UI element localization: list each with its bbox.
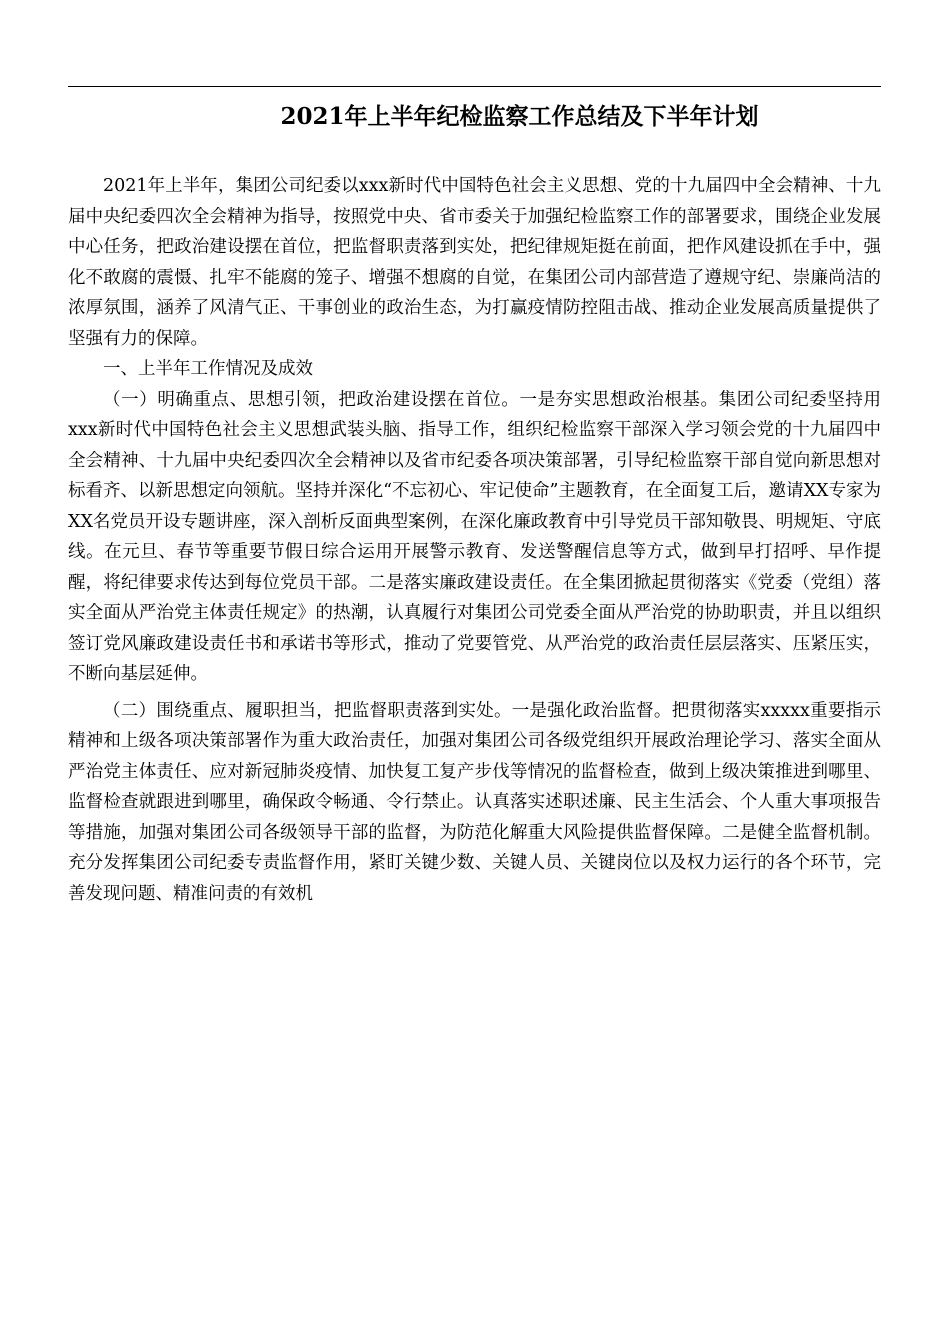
header-rule	[68, 86, 881, 87]
section-paragraph-1: （一）明确重点、思想引领，把政治建设摆在首位。一是夯实思想政治根基。集团公司纪委坚持用xxx新时代中国特色社会主义思想武装头脑、指导工作，组织纪检监察干部深入学习领会党的十九届四中全会精神、十九届中央纪委四次全会精神以及省市纪委各项决策部署，引导纪检监察干部自觉向新思想对标看齐、以新思想定向领航。坚持并深化“不忘初心、牢记使命”主题教育，在全面复工后，邀请XX专家为XX名党员开设专题讲座，深入剖析反面典型案例，在深化廉政教育中引导党员干部知敬畏、明规矩、守底线。在元旦、春节等重要节假日综合运用开展警示教育、发送警醒信息等方式，做到早打招呼、早作提醒，将纪律要求传达到每位党员干部。二是落实廉政建设责任。在全集团掀起贯彻落实《党委（党组）落实全面从严治党主体责任规定》的热潮，认真履行对集团公司党委全面从严治党的协助职责，并且以组织签订党风廉政建设责任书和承诺书等形式，推动了党要管党、从严治党的政治责任层层落实、压紧压实，不断向基层延伸。	[68, 389, 881, 684]
intro-paragraph: 2021年上半年，集团公司纪委以xxx新时代中国特色社会主义思想、党的十九届四中全会精神、十九届中央纪委四次全会精神为指导，按照党中央、省市委关于加强纪检监察工作的部署要求，围绕企业发展中心任务，把政治建设摆在首位，把监督职责落到实处，把纪律规矩挺在前面，把作风建设抓在手中，强化不敢腐的震慑、扎牢不能腐的笼子、增强不想腐的自觉，在集团公司内部营造了遵规守纪、崇廉尚洁的浓厚氛围，涵养了风清气正、干事创业的政治生态，为打赢疫情防控阻击战、推动企业发展高质量提供了坚强有力的保障。	[68, 176, 881, 349]
document-body	[68, 171, 881, 909]
document-title: 2021年上半年纪检监察工作总结及下半年计划	[280, 103, 759, 130]
section-paragraph-2: （二）围绕重点、履职担当，把监督职责落到实处。一是强化政治监督。把贯彻落实xxxxx重要指示精神和上级各项决策部署作为重大政治责任，加强对集团公司各级党组织开展政治理论学习、落实全面从严治党主体责任、应对新冠肺炎疫情、加快复工复产步伐等情况的监督检查，做到上级决策推进到哪里、监督检查就跟进到哪里，确保政令畅通、令行禁止。认真落实述职述廉、民主生活会、个人重大事项报告等措施，加强对集团公司各级领导干部的监督，为防范化解重大风险提供监督保障。二是健全监督机制。充分发挥集团公司纪委专责监督作用，紧盯关键少数、关键人员、关键岗位以及权力运行的各个环节，完善发现问题、精准问责的有效机	[68, 700, 881, 904]
section-heading: 一、上半年工作情况及成效	[103, 359, 313, 379]
